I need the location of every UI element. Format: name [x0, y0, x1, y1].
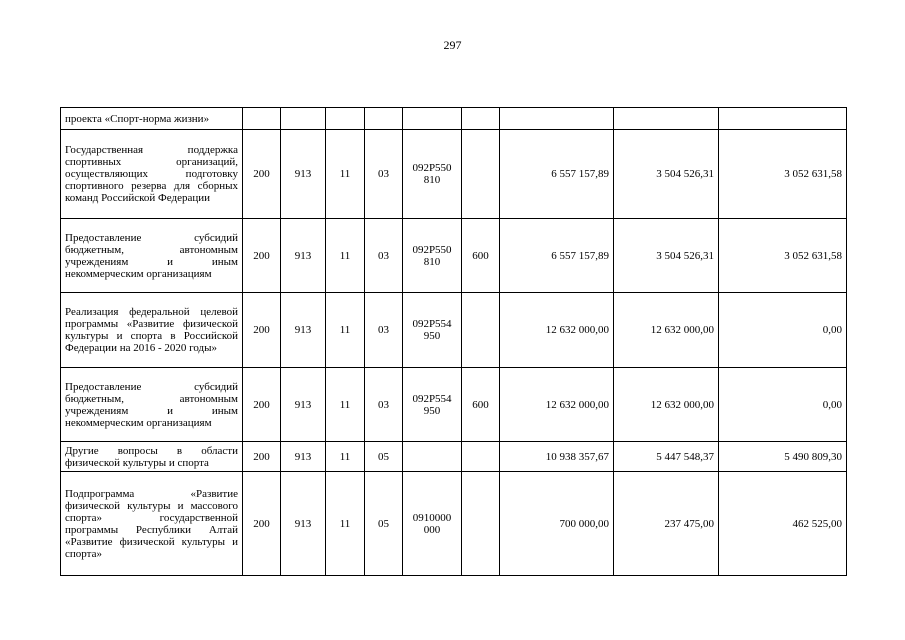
row-code-1: 200 — [243, 130, 281, 219]
row-target-article: 092P554 950 — [403, 368, 462, 442]
row-amount-total: 6 557 157,89 — [500, 130, 614, 219]
row-code-1: 200 — [243, 368, 281, 442]
row-code-1: 200 — [243, 293, 281, 368]
row-amount-2: 3 504 526,31 — [614, 130, 719, 219]
table-row — [61, 442, 847, 472]
row-amount-3 — [719, 108, 847, 130]
row-target-article: 092P550 810 — [403, 130, 462, 219]
row-expense-type — [462, 472, 500, 576]
row-code-1: 200 — [243, 472, 281, 576]
row-expense-type — [462, 130, 500, 219]
row-subsection: 03 — [365, 130, 403, 219]
row-amount-3: 5 490 809,30 — [719, 442, 847, 472]
table-row — [61, 219, 847, 293]
row-subsection: 05 — [365, 442, 403, 472]
table-row — [61, 368, 847, 442]
row-expense-type — [462, 293, 500, 368]
row-code-2: 913 — [281, 442, 326, 472]
row-section: 11 — [326, 219, 365, 293]
table-row — [61, 108, 847, 130]
row-code-2: 913 — [281, 472, 326, 576]
row-target-article: 0910000 000 — [403, 472, 462, 576]
row-section: 11 — [326, 130, 365, 219]
row-expense-type — [462, 108, 500, 130]
row-amount-3: 3 052 631,58 — [719, 219, 847, 293]
row-code-1 — [243, 108, 281, 130]
row-name: Государственная поддержка спортивных организаций, осуществляющих подготовку спортивного резерва для сборных команд Российской Федерации — [61, 130, 243, 219]
row-subsection — [365, 108, 403, 130]
table-row — [61, 130, 847, 219]
row-amount-2: 5 447 548,37 — [614, 442, 719, 472]
row-code-2 — [281, 108, 326, 130]
row-amount-total: 6 557 157,89 — [500, 219, 614, 293]
row-amount-3: 0,00 — [719, 293, 847, 368]
row-amount-2: 12 632 000,00 — [614, 368, 719, 442]
row-code-1: 200 — [243, 442, 281, 472]
row-amount-2: 3 504 526,31 — [614, 219, 719, 293]
row-name: Предоставление субсидий бюджетным, автономным учреждениям и иным некоммерческим организациям — [61, 219, 243, 293]
row-amount-2 — [614, 108, 719, 130]
row-expense-type: 600 — [462, 219, 500, 293]
row-subsection: 03 — [365, 293, 403, 368]
row-amount-3: 3 052 631,58 — [719, 130, 847, 219]
row-code-2: 913 — [281, 293, 326, 368]
row-subsection: 03 — [365, 219, 403, 293]
table-row — [61, 472, 847, 576]
row-name: Подпрограмма «Развитие физической культуры и массового спорта» государственной программы Республики Алтай «Развитие физической культуры и спорта» — [61, 472, 243, 576]
row-subsection: 03 — [365, 368, 403, 442]
row-section: 11 — [326, 368, 365, 442]
row-section: 11 — [326, 293, 365, 368]
row-amount-2: 12 632 000,00 — [614, 293, 719, 368]
row-amount-total — [500, 108, 614, 130]
row-amount-total: 10 938 357,67 — [500, 442, 614, 472]
row-amount-total: 12 632 000,00 — [500, 293, 614, 368]
row-name: Предоставление субсидий бюджетным, автономным учреждениям и иным некоммерческим организациям — [61, 368, 243, 442]
row-target-article: 092P554 950 — [403, 293, 462, 368]
row-name: Реализация федеральной целевой программы «Развитие физической культуры и спорта в Российской Федерации на 2016 - 2020 годы» — [61, 293, 243, 368]
row-expense-type — [462, 442, 500, 472]
row-name: Другие вопросы в области физической культуры и спорта — [61, 442, 243, 472]
row-amount-3: 462 525,00 — [719, 472, 847, 576]
row-amount-2: 237 475,00 — [614, 472, 719, 576]
row-amount-total: 700 000,00 — [500, 472, 614, 576]
row-subsection: 05 — [365, 472, 403, 576]
row-section: 11 — [326, 442, 365, 472]
row-target-article — [403, 108, 462, 130]
row-amount-3: 0,00 — [719, 368, 847, 442]
row-code-2: 913 — [281, 130, 326, 219]
page-number: 297 — [443, 38, 462, 52]
row-code-2: 913 — [281, 368, 326, 442]
row-code-2: 913 — [281, 219, 326, 293]
row-amount-total: 12 632 000,00 — [500, 368, 614, 442]
row-target-article: 092P550 810 — [403, 219, 462, 293]
row-code-1: 200 — [243, 219, 281, 293]
table-row — [61, 293, 847, 368]
row-name: проекта «Спорт-норма жизни» — [61, 108, 243, 130]
row-section: 11 — [326, 472, 365, 576]
row-target-article — [403, 442, 462, 472]
row-expense-type: 600 — [462, 368, 500, 442]
budget-table — [60, 107, 847, 576]
row-section — [326, 108, 365, 130]
